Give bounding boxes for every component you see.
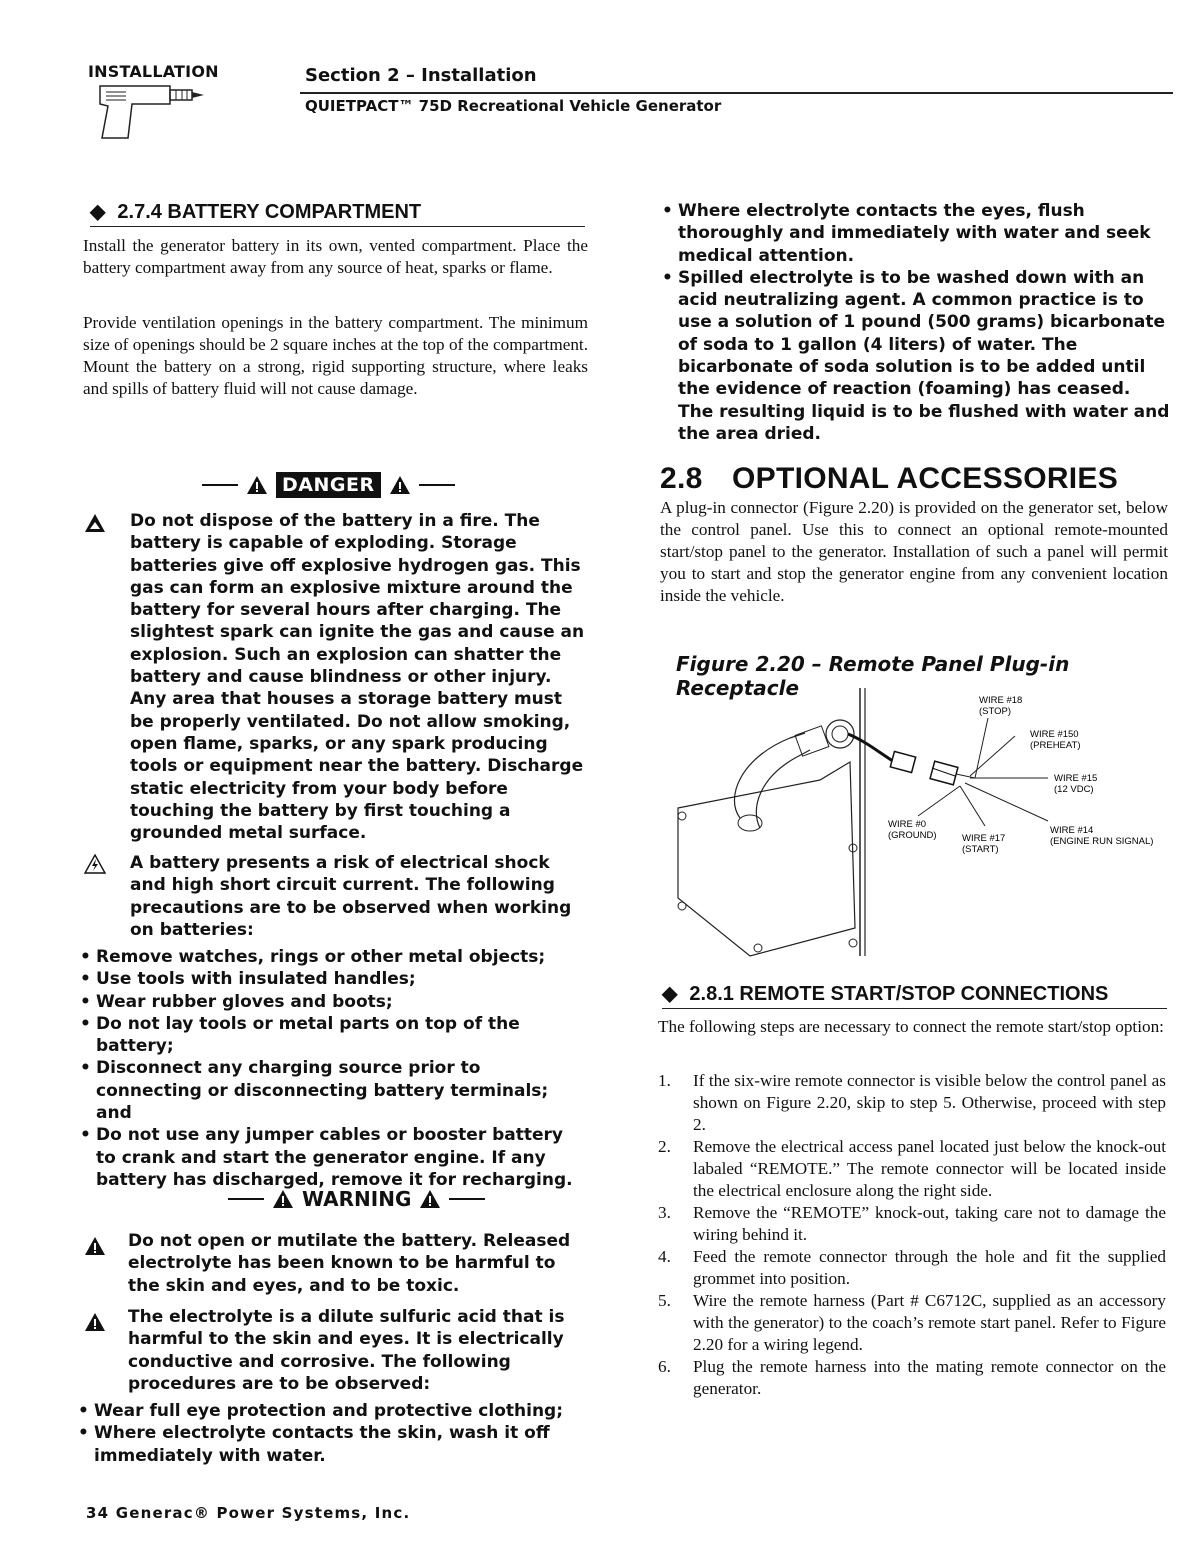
section-label: INSTALLATION [88,62,219,81]
wire-15-note: (12 VDC) [1054,784,1094,795]
list-item: • Spilled electrolyte is to be washed down with an acid neutralizing agent. A common practice is to use a solution of 1 pound (500 grams) bicarbonate of soda to 1 gallon (4 liters) of water. The bicarbonate of soda solution is to be added until the evidence of reaction (foaming) has ceased. The resulting liquid is to be flushed with water and the area dried. [662,267,1170,445]
header-rule [300,92,1173,94]
list-item: 1. If the six-wire remote connector is visible below the control panel as shown on Figure 2.20, skip to step 5. Otherwise, proceed with step 2. [658,1071,1166,1134]
list-item: • Where electrolyte contacts the skin, wash it off immediately with water. [78,1422,578,1467]
wire-150-label: WIRE #150 [1030,729,1079,740]
warning-paragraph-1: Do not open or mutilate the battery. Released electrolyte has been known to be harmful to the skin and eyes, and to be toxic. [128,1231,571,1296]
wire-18-note: (STOP) [979,706,1012,717]
drill-icon [92,80,222,150]
warning-paragraph-2: The electrolyte is a dilute sulfuric acid that is harmful to the skin and eyes. It is electrically conductive and corrosive. The following procedures are to be observed: [128,1307,565,1394]
page-footer: 34 Generac® Power Systems, Inc. [86,1504,411,1522]
heading-2-8: 2.8 OPTIONAL ACCESSORIES [660,462,1119,495]
list-item: • Wear full eye protection and protective clothing; [78,1400,578,1422]
wire-18-label: WIRE #18 [979,695,1023,706]
diamond-bullet-icon: ◆ [90,201,106,223]
danger-label: DANGER [276,472,381,498]
optional-accessories-p1: A plug-in connector (Figure 2.20) is provided on the generator set, below the control panel. Use this to connect an optional remote-mounted start/stop panel to the generator. Installation of such a panel will permit you to start and stop the generator engine from any convenient location inside the vehicle. [660,498,1168,605]
warning-label: WARNING [302,1187,412,1211]
remote-panel-figure [670,688,1170,960]
list-item: • Where electrolyte contacts the eyes, flush thoroughly and immediately with water and seek medical attention. [662,200,1170,267]
list-item: • Remove watches, rings or other metal objects; [80,946,575,968]
list-item: • Do not use any jumper cables or booster battery to crank and start the generator engine. If any battery has discharged, remove it for recharging. [80,1124,575,1191]
section-title: Section 2 – Installation [305,65,537,86]
warning-triangle-icon [389,475,411,495]
list-item: • Disconnect any charging source prior to connecting or disconnecting battery terminals; and [80,1057,575,1124]
list-item: 2. Remove the electrical access panel located just below the knock-out labaled “REMOTE.” The remote connector will be located inside the electrical enclosure along the right side. [658,1137,1166,1200]
list-item: 5. Wire the remote harness (Part # C6712C, supplied as an accessory with the generator) to the coach’s remote start panel. Refer to Figure 2.20 for a wiring legend. [658,1291,1166,1354]
warning-triangle-icon [84,1312,106,1332]
battery-compartment-p1: Install the generator battery in its own, vented compartment. Place the battery compartment away from any source of heat, sparks or flame. [83,236,588,277]
danger-banner [202,472,455,498]
wire-14-label: WIRE #14 [1050,825,1094,836]
list-item: 3. Remove the “REMOTE” knock-out, taking care not to damage the wiring behind it. [658,1203,1166,1244]
danger-paragraph-1: Do not dispose of the battery in a fire. The battery is capable of exploding. Storage batteries give off explosive hydrogen gas. This gas can form an explosive mixture around the battery for several hours after charging. The slightest spark can ignite the gas and cause an explosion. Such an explosion can shatter the battery and cause blindness or other injury. Any area that houses a storage battery must be properly ventilated. Do not allow smoking, open flame, sparks, or any spark producing tools or equipment near the battery. Discharge static electricity from your body before touching the battery by first touching a grounded metal surface. [130,511,585,844]
warning-triangle-icon [84,1236,106,1256]
wire-0-label: WIRE #0 [888,819,927,830]
remote-connection-steps [658,1070,1166,1400]
electrical-shock-icon [84,854,106,874]
warning-triangle-icon [272,1189,294,1209]
remote-connections-intro: The following steps are necessary to connect the remote start/stop option: [658,1017,1164,1036]
battery-compartment-p2: Provide ventilation openings in the battery compartment. The minimum size of openings should be 2 square inches at the top of the compartment. Mount the battery on a strong, rigid supporting structure, where leaks and spills of battery fluid will not cause damage. [83,313,588,398]
danger-paragraph-2: A battery presents a risk of electrical shock and high short circuit current. The following precautions are to be observed when working on batteries: [130,853,572,940]
danger-bullet-list [80,946,575,1191]
explosion-hazard-icon [84,513,106,533]
wire-150-note: (PREHEAT) [1030,740,1081,751]
list-item: • Use tools with insulated handles; [80,968,575,990]
heading-2-8-1: ◆ 2.8.1 REMOTE START/STOP CONNECTIONS [662,981,1167,1009]
figure-caption: Figure 2.20 – Remote Panel Plug-in Receptacle [676,652,1070,700]
electrolyte-bullet-list [662,200,1170,445]
list-item: 4. Feed the remote connector through the hole and fit the supplied grommet into position. [658,1247,1166,1288]
wire-0-note: (GROUND) [888,830,937,841]
list-item: • Do not lay tools or metal parts on top of the battery; [80,1013,575,1058]
wire-17-label: WIRE #17 [962,833,1006,844]
wire-15-label: WIRE #15 [1054,773,1098,784]
warning-bullet-list [78,1400,578,1467]
list-item: 6. Plug the remote harness into the mating remote connector on the generator. [658,1357,1166,1398]
warning-triangle-icon [419,1189,441,1209]
section-subtitle: QUIETPACT™ 75D Recreational Vehicle Generator [305,97,722,115]
wire-17-note: (START) [962,844,999,855]
heading-2-7-4: ◆ 2.7.4 BATTERY COMPARTMENT [90,199,585,227]
warning-banner [228,1187,485,1211]
list-item: • Wear rubber gloves and boots; [80,991,575,1013]
warning-triangle-icon [246,475,268,495]
wire-14-note: (ENGINE RUN SIGNAL) [1050,836,1154,847]
diamond-bullet-icon: ◆ [662,983,678,1005]
